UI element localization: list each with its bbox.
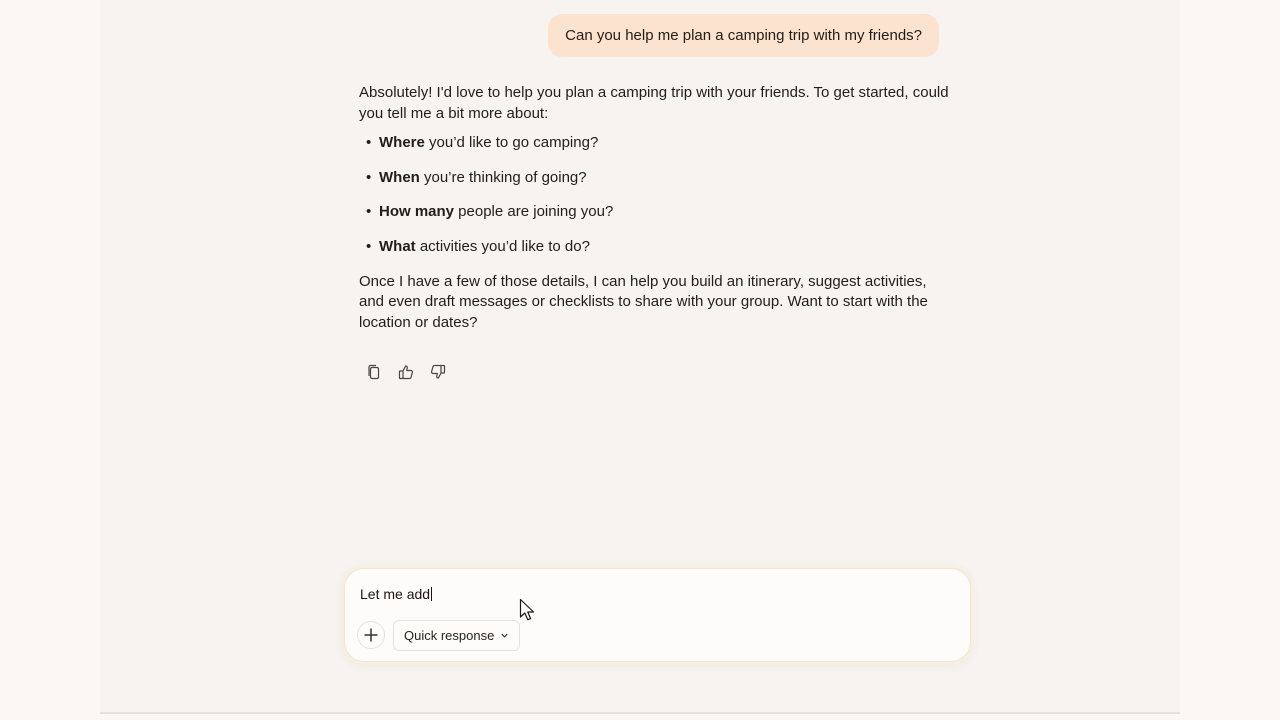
message-input-text: Let me add xyxy=(360,586,431,602)
assistant-outro: Once I have a few of those details, I can help you build an itinerary, suggest activities, and even draft messages or checklists to share with your group. Want to start with the location or dates? xyxy=(359,272,928,331)
bullet-bold-text: Where xyxy=(379,134,425,151)
user-message-bubble xyxy=(548,14,939,57)
assistant-message xyxy=(359,83,949,333)
add-attachment-button[interactable] xyxy=(357,621,385,649)
assistant-bullet-list xyxy=(359,133,949,257)
message-composer xyxy=(344,568,971,662)
copy-icon xyxy=(366,364,382,380)
list-item: • When you’re thinking of going? xyxy=(366,168,587,186)
list-item: • How many people are joining you? xyxy=(366,203,614,221)
thumbs-down-button[interactable] xyxy=(428,362,448,382)
plus-icon xyxy=(363,627,379,643)
message-actions xyxy=(364,362,448,382)
bullet-bold-text: When xyxy=(379,168,420,186)
text-caret xyxy=(431,587,432,601)
message-input[interactable] xyxy=(360,585,920,603)
response-mode-dropdown[interactable] xyxy=(393,620,520,651)
list-item: • Where you’d like to go camping? xyxy=(366,134,599,151)
bullet-text: activities you’d like to do? xyxy=(415,238,590,256)
response-mode-label: Quick response xyxy=(404,628,495,643)
assistant-intro: Absolutely! I'd love to help you plan a camping trip with your friends. To get started, could you tell me a bit more about: xyxy=(359,84,949,122)
copy-button[interactable] xyxy=(364,362,384,382)
thumbs-down-icon xyxy=(430,364,446,380)
mouse-pointer-icon xyxy=(519,598,537,622)
bullet-text: you’d like to go camping? xyxy=(424,134,599,151)
bullet-bold-text: How many xyxy=(379,203,455,221)
chevron-down-icon xyxy=(500,631,509,640)
user-message-text: Can you help me plan a camping trip with my friends? xyxy=(565,27,922,44)
bullet-bold-text: What xyxy=(379,238,416,256)
thumbs-up-icon xyxy=(398,364,414,380)
bottom-divider xyxy=(100,712,1180,714)
bullet-text: people are joining you? xyxy=(454,203,614,221)
chat-app xyxy=(100,0,1180,712)
list-item: • What activities you’d like to do? xyxy=(366,238,590,256)
bullet-text: you’re thinking of going? xyxy=(419,168,587,186)
thumbs-up-button[interactable] xyxy=(396,362,416,382)
